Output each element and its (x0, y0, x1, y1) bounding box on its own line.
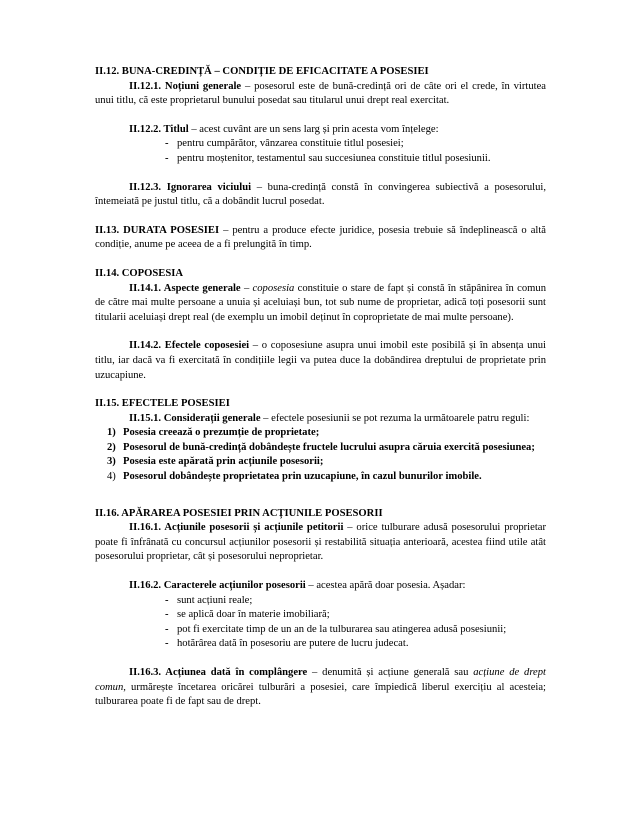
subheading-ignorarea-viciului: II.12.3. Ignorarea viciului (129, 181, 252, 193)
paragraph-efectele-coposesiei: II.14.2. Efectele coposesiei – o coposesiune asupra unui imobil este posibilă și în absența unui titlu, iar dacă va fi exercitată în condițiile legii va putea duce la dobândirea dreptului de proprietate prin uzucapiune. (95, 340, 546, 381)
list-item: 4) Posesorul dobândește proprietatea prin uzucapiune, în cazul bunurilor imobile. (107, 471, 482, 483)
section-heading-durata-posesiei: II.13. DURATA POSESIEI (95, 224, 220, 236)
paragraph-actiunea-in-complangere: II.16.3. Acțiunea dată în complângere – denumită și acțiune generală sau acțiune de drept comun, urmărește încetarea oricărei tulburări a posesiei, care împiedică liberul exercițiu al acesteia; tulburarea poate fi de fapt sau de drept. (95, 667, 546, 708)
list-item: 2) Posesorul de bună-credință dobândește fructele lucrului asupra căruia exercită posesiunea; (107, 441, 535, 453)
subheading-aspecte-generale: II.14.1. Aspecte generale (129, 282, 241, 294)
dash-bullet-icon: - (165, 638, 169, 650)
list-item: - pentru cumpărător, vânzarea constituie titlul posesiei; (165, 137, 546, 152)
subheading-actiunea-in-complangere: II.16.3. Acțiunea dată în complângere (129, 667, 308, 678)
dash-bullet-icon: - (165, 623, 169, 635)
list-item: - se aplică doar în materie imobiliară; (165, 608, 546, 623)
subheading-titlul: II.12.2. Titlul (129, 123, 189, 135)
subheading-efectele-coposesiei: II.14.2. Efectele coposesiei (129, 340, 250, 352)
paragraph-ignorarea-viciului: II.12.3. Ignorarea viciului – buna-credință constă în convingerea subiectivă a posesorului, întemeiată pe justul titlu, că a dobândit lucrul posedat. (95, 181, 546, 208)
section-heading-efectele-posesiei: II.15. EFECTELE POSESIEI (95, 398, 230, 410)
list-item: - pot fi exercitate timp de un an de la tulburarea sau atingerea adusă posesiunii; (165, 623, 546, 638)
subheading-actiunile-posesorii: II.16.1. Acțiunile posesorii și acțiunile petitorii (129, 522, 344, 534)
paragraph-durata-posesiei: II.13. DURATA POSESIEI – pentru a produce efecte juridice, posesia trebuie să îndeplinească o altă condiție, anume pe aceea de a fi prelungită în timp. (95, 224, 546, 251)
list-item: - pentru moștenitor, testamentul sau succesiunea constituie titlul posesiunii. (165, 152, 546, 167)
section-heading-buna-credinta: II.12. BUNA-CREDINȚĂ – CONDIȚIE DE EFICACITATE A POSESIEI (95, 66, 429, 77)
section-heading-coposesia: II.14. COPOSESIA (95, 267, 184, 279)
list-item: - hotărârea dată în posesoriu are putere de lucru judecat. (165, 637, 546, 652)
dash-bullet-icon: - (165, 152, 169, 164)
titlul-list (95, 137, 546, 166)
caracterele-list (95, 594, 546, 652)
subheading-consideratii-generale: II.15.1. Considerații generale (129, 412, 261, 424)
paragraph-aspecte-generale: II.14.1. Aspecte generale – coposesia constituie o stare de fapt și constă în stăpânirea în comun de către mai multe persoane a unuia și aceluiași bun, tot sub nume de proprietar, adică toți posesorii sunt titularii aceluiași drept real (de exemplu un imobil deținut în coproprietate de mai multe persoane). (95, 282, 546, 323)
dash-bullet-icon: - (165, 138, 169, 150)
paragraph-consideratii-generale: II.15.1. Considerații generale – efectele posesiunii se pot rezuma la următoarele patru reguli: (129, 412, 530, 424)
subheading-caracterele-actiunilor: II.16.2. Caracterele acțiunilor posesorii (129, 580, 306, 592)
paragraph-titlul: II.12.2. Titlul – acest cuvânt are un sens larg și prin acesta vom înțelege: (129, 123, 439, 135)
paragraph-actiunile-posesorii: II.16.1. Acțiunile posesorii și acțiunile petitorii – orice tulburare adusă posesorului proprietar poate fi înfrânată cu concursul acțiunilor posesorii și restabilită situația anterioară, acestea fiind utile atât posesorului proprietar, cât și posesorului neproprietar. (95, 522, 547, 563)
section-heading-apararea-posesiei: II.16. APĂRAREA POSESIEI PRIN ACȚIUNILE POSESORII (95, 507, 383, 519)
dash-bullet-icon: - (165, 609, 169, 621)
paragraph-caracterele-actiunilor: II.16.2. Caracterele acțiunilor posesorii – acestea apără doar posesia. Așadar: (129, 580, 466, 592)
paragraph-notiuni-generale: II.12.1. Noțiuni generale – posesorul este de bună-credință ori de câte ori el crede, în virtutea unui titlu, că este proprietarul bunului posedat sau titularul unui drept real exercitat. (95, 80, 546, 107)
list-item: 3) Posesia este apărată prin acțiunile posesorii; (107, 456, 324, 468)
dash-bullet-icon: - (165, 594, 169, 606)
document-page (95, 65, 546, 710)
subheading-notiuni-generale: II.12.1. Noțiuni generale (129, 80, 242, 92)
rules-list (95, 426, 546, 484)
list-item: 1) Posesia creează o prezumție de proprietate; (107, 427, 320, 439)
list-item: - sunt acțiuni reale; (165, 594, 546, 609)
